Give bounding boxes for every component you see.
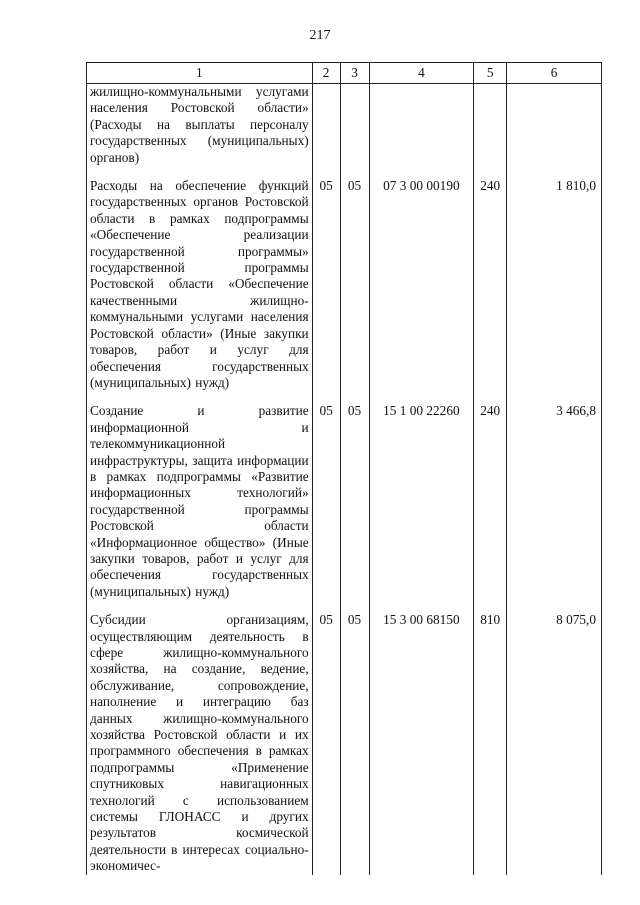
row-target-code: 07 3 00 00190 xyxy=(383,178,460,194)
row-amount: 1 810,0 xyxy=(556,178,596,194)
table-row xyxy=(87,178,602,391)
row-description: Расходы на обеспечение функций государственных органов Ростовской области в рамках подпрограммы «Обеспечение реализации государственной программы» государственной программы Ростовской области «Обеспечение качественными жилищно-коммунальными услугами населения Ростовской области» (Иные закупки товаров, работ и услуг для обеспечения государственных (муниципальных) нужд) xyxy=(90,178,309,390)
header-col-1: 1 xyxy=(87,63,313,84)
table-row xyxy=(87,84,602,167)
table-row xyxy=(87,403,602,600)
row-expense-type: 240 xyxy=(480,403,501,419)
row-section: 05 xyxy=(319,612,333,628)
page-number: 217 xyxy=(309,28,331,43)
row-description: Создание и развитие информационной и телекоммуникационной инфраструктуры, защита информации в рамках подпрограммы «Развитие информационных технологий» государственной программы Ростовской области «Информационное общество» (Иные закупки товаров, работ и услуг для обеспечения государственных (муниципальных) нужд) xyxy=(90,403,309,599)
row-target-code: 15 1 00 22260 xyxy=(383,403,460,419)
row-expense-type: 240 xyxy=(480,178,501,194)
row-expense-type: 810 xyxy=(480,612,501,628)
header-col-4: 4 xyxy=(369,63,474,84)
table-row xyxy=(87,612,602,875)
row-amount: 3 466,8 xyxy=(556,403,596,419)
row-description: Субсидии организациям, осуществляющим деятельность в сфере жилищно-коммунального хозяйства, на создание, ведение, обслуживание, сопровождение, наполнение и интеграцию баз данных жилищно-коммунального хозяйства Ростовской области и их программного обеспечения в рамках подпрограммы «Применение спутниковых навигационных технологий с использованием системы ГЛОНАСС и других результатов космической деятельности в интересах социально-экономичес- xyxy=(90,612,309,874)
row-description: жилищно-коммунальными услугами населения Ростовской области» (Расходы на выплаты персоналу государственных (муниципальных) органов) xyxy=(90,84,309,165)
row-section: 05 xyxy=(319,178,333,194)
header-col-5: 5 xyxy=(474,63,507,84)
header-col-3: 3 xyxy=(340,63,369,84)
header-col-2: 2 xyxy=(312,63,340,84)
row-target-code: 15 3 00 68150 xyxy=(383,612,460,628)
row-amount: 8 075,0 xyxy=(556,612,596,628)
table-header-row xyxy=(87,63,602,84)
row-subsection: 05 xyxy=(347,612,362,628)
row-subsection: 05 xyxy=(347,178,362,194)
row-section: 05 xyxy=(319,403,333,419)
budget-table xyxy=(86,62,602,875)
header-col-6: 6 xyxy=(507,63,602,84)
row-subsection: 05 xyxy=(347,403,362,419)
